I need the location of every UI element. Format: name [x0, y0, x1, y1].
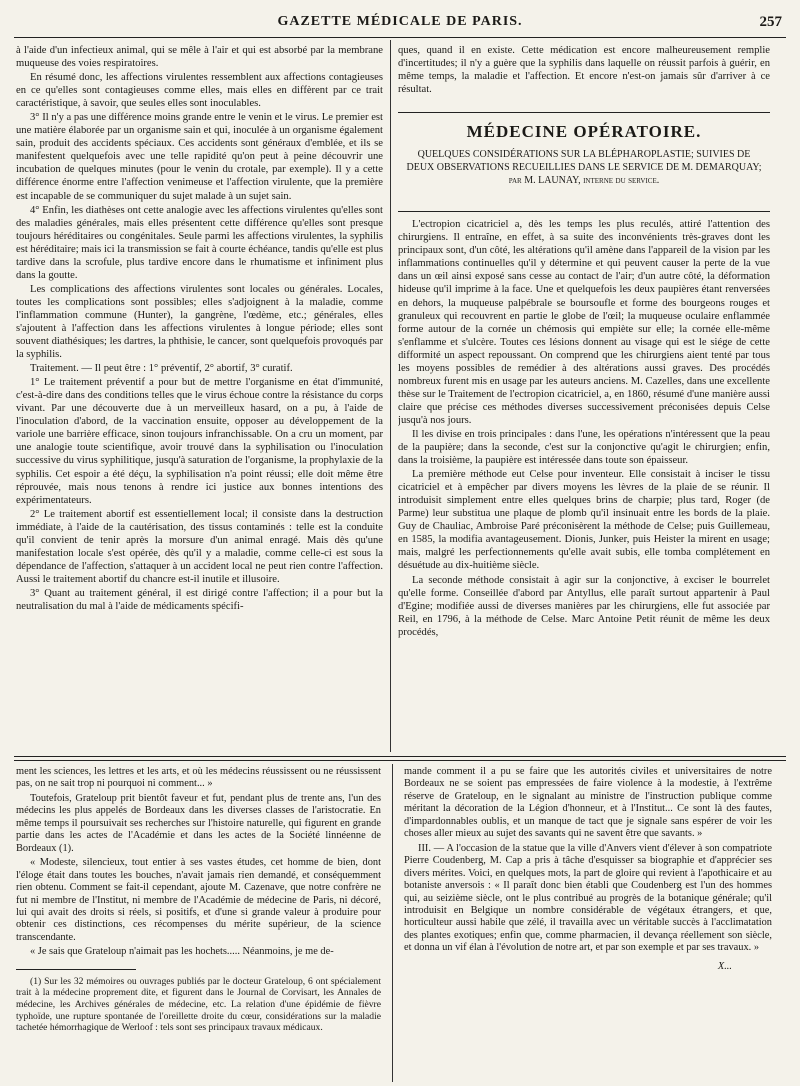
feuilleton-left-column: [16, 766, 381, 1080]
paragraph: 3° Il n'y a pas une différence moins grande entre le venin et le virus. Le premier est une matière élaborée par un organisme sain et qui, inoculée à un organisme également sain, produit des accidents spéciaux. Ces accidents sont généraux d'emblée, et ils se manifestent quelquefois avec une telle rapidité qu'on peut à peine découvrir une incubation de quelques minutes (pour le venin du crotale, par exemple). Il y a cette différence énorme entre l'affection venimeuse et l'affection virulente, que la première est incapable de se communiquer du sujet malade à un sujet sain.: [16, 112, 383, 202]
feuilleton-column-divider: [392, 764, 393, 1082]
article-heading: QUELQUES CONSIDÉRATIONS SUR LA BLÉPHAROPLASTIE; SUIVIES DE DEUX OBSERVATIONS RECUEILLIES DANS LE SERVICE DE M. DEMARQUAY; par M. LAUNAY, interne du service.: [406, 149, 762, 187]
paragraph: ques, quand il en existe. Cette médication est encore malheureusement remplie d'incertitudes; il n'y a guère que la syphilis dans laquelle on réussit parfois à guérir, en même temps, la maladie et l'affection. Et encore n'est-on jamais sûr d'arriver à ce résultat.: [398, 45, 770, 96]
paragraph: Traitement. — Il peut être : 1° préventif, 2° abortif, 3° curatif.: [30, 363, 293, 375]
paragraph: 1° Le traitement préventif a pour but de mettre l'organisme en état d'immunité, c'est-à-dire dans des conditions telles que le virus échoue contre la résistance du corps vivant. Par une découverte due à un merveilleux hasard, on a pu, à l'aide de l'inoculation d'abord, de la vaccination ensuite, opposer au développement de la variole une barrière efficace, sinon toujours infranchissable. On a cru un moment, par une analogie toute scientifique, avoir trouvé dans la syphilisation ou l'inoculation successive du virus syphilitique, jusqu'à saturation de l'organisme, la prophylaxie de la syphilis. Cet espoir a été déçu, la syphilisation n'a point réussi; elle doit même être réprouvée, mais nous tenons à rendre ici justice aux bonnes intentions des expérimentateurs.: [16, 377, 383, 506]
feuilleton-rule-thin: [14, 760, 786, 761]
paragraph: Il les divise en trois principales : dans l'une, les opérations n'intéressent que la peau de la paupière; dans la seconde, c'est sur la conjonctive qu'agit le chirurgien; enfin, dans la troisième, la paupière est intéressée dans toute son épaisseur.: [398, 428, 770, 467]
paragraph: à l'aide d'un infectieux animal, qui se mêle à l'air et qui est absorbé par la membrane muqueuse des voies respiratoires.: [16, 45, 383, 70]
page-number: 257: [759, 14, 782, 30]
signature: X...: [717, 960, 732, 972]
paragraph: « Je sais que Grateloup n'aimait pas les hochets..... Néanmoins, je me de-: [30, 946, 334, 958]
paragraph: La première méthode eut Celse pour inventeur. Elle consistait à inciser le tissu cicatriciel et à empêcher par divers moyens les lèvres de la plaie de se réunir. Il introduisit simplement entre elles quelques brins de charpie; plus tard, Roger (de Parme) leur substitua une plaque de plomb qu'il insinuait entre les bords de la plaie. Guy de Chauliac, Ambroise Paré préconisèrent la méthode de Celse; puis Guillemeau, en 1585, la modifia avantageusement. Dionis, Junker, puis Heister la mirent en usage; mais, malgré les perfectionnements qu'elle avait subis, elle tomba complétement en désuétude au dix-huitième siècle.: [398, 469, 770, 572]
journal-title: GAZETTE MÉDICALE DE PARIS.: [277, 14, 523, 29]
paragraph: 4° Enfin, les diathèses ont cette analogie avec les affections virulentes qu'elles sont des maladies générales, mais elles présentent cette différence qu'elles sont presque toujours héréditaires ou congénitales. Seule parmi les affections virulentes, la syphilis est héréditaire; mais ici la transmission se fait à courte échéance, tandis qu'elle est plus tardive dans la scrofule, plus tardive encore dans le rhumatisme et infiniment plus dans la goutte.: [16, 204, 383, 281]
feuilleton-rule: [14, 756, 786, 757]
paragraph: mande comment il a pu se faire que les autorités civiles et universitaires de notre Bordeaux ne se soient pas empressées de faire violence à la modestie, à l'extrême réserve de Grateloup, en le signalant au ministre de l'instruction publique comme méritant la décoration de la Légion d'honneur, et à l'Institut... Ce sont là des fautes, d'impardonnables oublis, et un manque de tact que je signale sans espérer de voir les choses aller mieux au sujet des savants qui ne savent être que savants. »: [404, 766, 772, 840]
paragraph: Les complications des affections virulentes sont locales ou générales. Locales, toutes les complications sont possibles; elles s'adjoignent à la maladie, comme l'inflammation commune (Hunter), la gangrène, l'œdème, etc.; générales, elles s'ajoutent à l'affection dans les affections virulentes à longue période; elles sont souvent diathésiques; les dartres, la phthisie, le cancer, sont quelquefois provoqués par la syphilis.: [16, 283, 383, 361]
feuilleton-right-column: [404, 766, 772, 1080]
section-box: [398, 112, 770, 212]
paragraph: 2° Le traitement abortif est essentiellement local; il consiste dans la destruction immédiate, à l'aide de la cautérisation, des tissus contaminés : telle est la conduite qu'il convient de tenir après la morsure d'un animal enragé. Mais dès qu'une manifestation locale s'est opérée, dès qu'il y a maladie, comme celle-ci est sous la dépendance de l'affection, s'attaquer à un accident local ne peut rien contre l'affection. Aussi le traitement abortif du chancre est-il inutile et illusoire.: [16, 508, 383, 585]
paragraph: ment les sciences, les lettres et les arts, et où les médecins réussissent ou ne réussissent pas, on ne sait trop ni pourquoi ni comment... »: [16, 766, 381, 790]
paragraph: « Modeste, silencieux, tout entier à ses vastes études, cet homme de bien, dont l'éloge était dans toutes les bouches, n'avait jamais rien demandé, et conséquemment rien obtenu. Comment se fait-il cependant, ajoute M. Cazenave, que notre confrère ne fut ni membre de l'Institut, ni membre de l'Académie de médecine de Paris, ni décoré, lui qui avait des droits si réels, si positifs, et d'une si grande valeur à produire pour obtenir ces distinctions, ces récompenses du mérite supérieur, de la science transcendante.: [16, 857, 381, 943]
paragraph: 3° Quant au traitement général, il est dirigé contre l'affection; il a pour but la neutralisation du mal à l'aide de médicaments spécifi-: [16, 587, 383, 612]
paragraph: La seconde méthode consistait à agir sur la conjonctive, à exciser le bourrelet qu'elle forme. Conseillée d'abord par Antyllus, elle paraît surtout appartenir à Paul d'Egine; modifiée aussi de diverses manières par les chirurgiens, elle fut associée par Reil, en 1796, à la méthode de Celse. Marc Antoine Petit réunit de même les deux procédés,: [398, 574, 770, 638]
left-column: [16, 44, 383, 754]
right-column: [398, 44, 770, 754]
paragraph: III. — A l'occasion de la statue que la ville d'Anvers vient d'élever à son compatriote Pierre Coudenberg, M. Cap a pris à tâche d'esquisser sa biographie et d'apprécier ses divers mérites. Voici, en quelques mots, la part de gloire qui revient à l'apothicaire et au botaniste anversois : « Il paraît donc bien établi que Coudenberg est l'un des hommes qui, au seizième siècle, ont le plus contribué au progrès de la botanique générale; qu'il introduisit en Belgique un nombre considérable de végétaux étrangers, et que, horticulteur aussi habile que zélé, il travailla avec un véritable succès à l'acclimatation des plantes exotiques; enfin que, comme pharmacien, il devança réellement son siècle, et donna un vif élan à l'évolution de notre art, et par son exemple et par ses travaux. »: [404, 842, 772, 954]
footnote-rule: [16, 969, 136, 970]
paragraph: Toutefois, Grateloup prit bientôt faveur et fut, pendant plus de trente ans, l'un des médecins les plus appelés de Bordeaux dans les diverses classes de l'aristocratie. En même temps il poursuivait ses recherches sur l'histoire naturelle, qui figurent en grande partie dans les actes de l'Académie et dans les actes de la Société linnéenne de Bordeaux (1).: [16, 792, 381, 854]
column-divider: [390, 40, 391, 752]
header-rule: [14, 37, 786, 38]
page-header: [14, 10, 786, 38]
section-title: MÉDECINE OPÉRATOIRE.: [466, 122, 702, 142]
paragraph: En résumé donc, les affections virulentes ressemblent aux affections contagieuses en ce qu'elles sont contagieuses comme elles, mais elles en diffèrent par ce trait caractéristique, à savoir, que seules elles sont inoculables.: [16, 72, 383, 110]
paragraph: L'ectropion cicatriciel a, dès les temps les plus reculés, attiré l'attention des chirurgiens. Il entraîne, en effet, à sa suite des inconvénients très-graves dont les principaux sont, d'un côté, les altérations qu'il amène dans l'appareil de la vision par les inflammations continuelles qu'il y détermine et qui peuvent causer la perte de la vue dans un œil ainsi exposé sans cesse au contact de l'air; d'un autre côté, la déformation hideuse qu'il imprime à la face. Une et quelquefois les deux paupières étant renversées en dehors, la muqueuse palpébrale se boursoufle et forme des bourgeons rouges et granuleux qui recouvrent en partie le globe de l'œil; la muqueuse oculaire enflammée forme autour de la cornée un chémosis qui empiète sur elle; la cornée elle-même s'enflamme et s'ulcère. Toutes ces lésions donnent au visage qui est le siége de cette difformité un aspect repoussant. On comprend que les chirurgiens aient tenté par tous les moyens possibles de remédier à des altérations aussi graves. Des procédés nombreux furent mis en usage par les auteurs anciens. M. Cazelles, dans une excellente thèse sur le Traitement de l'ectropion cicatriciel, a, en 1860, résumé d'une manière aussi claire que précise ces méthodes diverses successivement préconisées depuis Celse jusqu'à nos jours.: [398, 219, 770, 426]
footnote: (1) Sur les 32 mémoires ou ouvrages publiés par le docteur Grateloup, 6 ont spécialement trait à la médecine proprement dite, et figurent dans le Journal de Corvisart, les Annales de médecine, les Archives générales de médecine, etc. La relation d'une épidémie de fièvre typhoïde, une rupture spontanée de l'oreillette droite du cœur, considérations sur la maladie tachetée hémorrhagique de Werloof : tels sont ses principaux travaux médicaux.: [16, 975, 381, 1034]
